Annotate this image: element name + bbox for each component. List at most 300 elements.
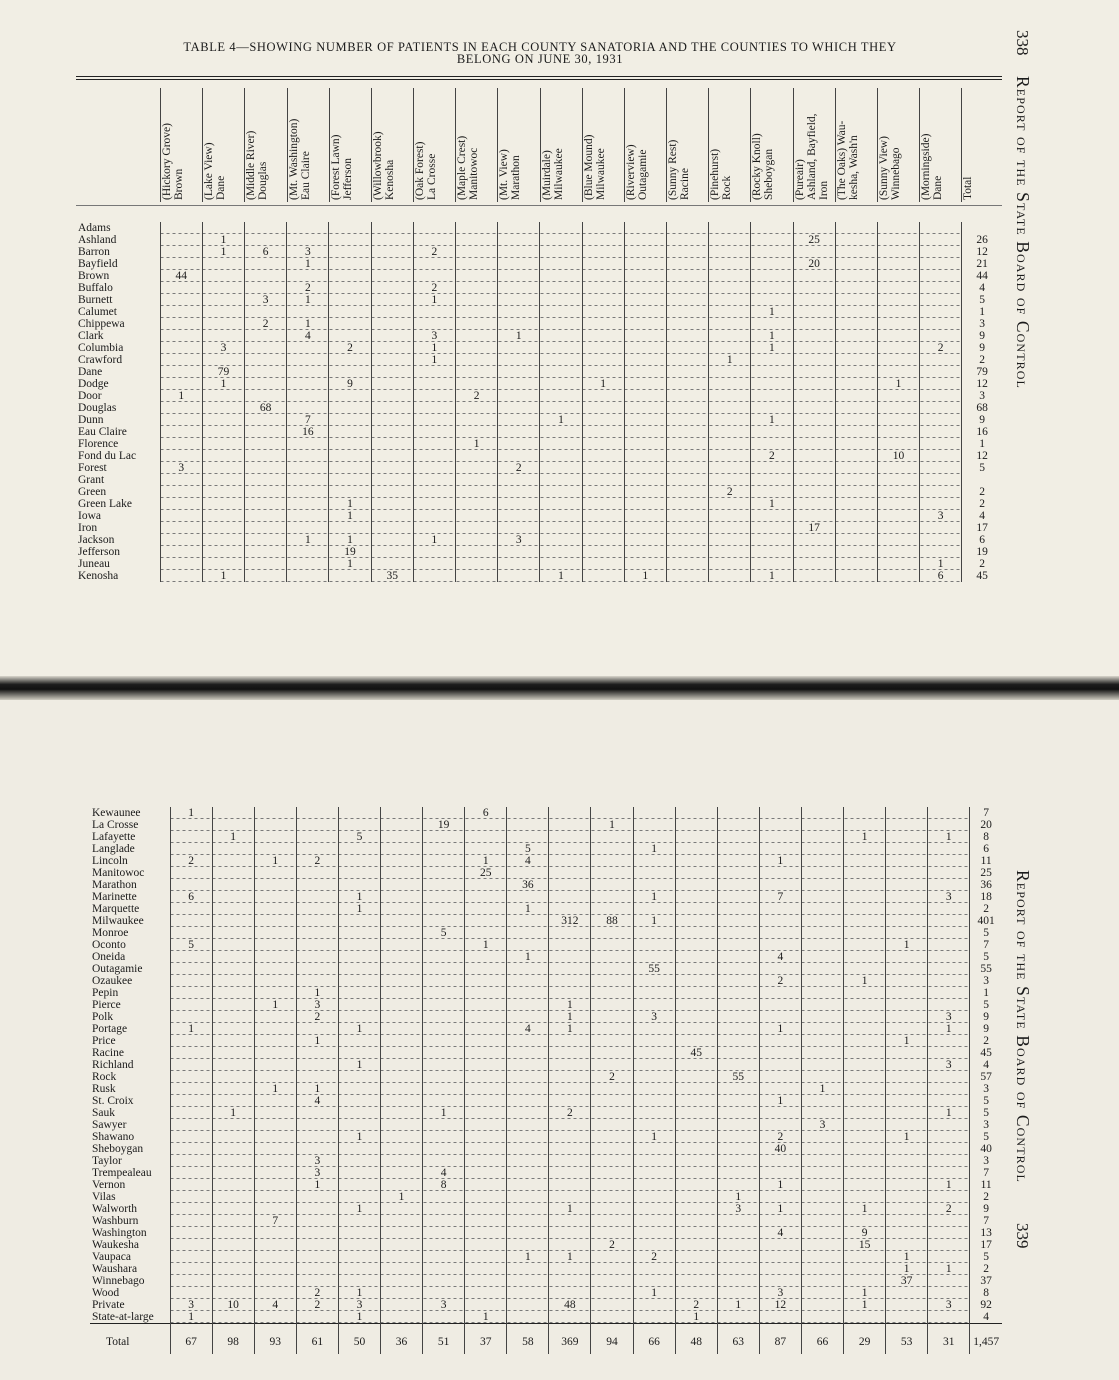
column-header-line: (Mt. View) bbox=[498, 149, 511, 200]
table-cell bbox=[624, 474, 666, 486]
county-name: Portage bbox=[92, 1023, 128, 1035]
county-name: Marathon bbox=[92, 879, 137, 891]
table-cell bbox=[456, 282, 498, 294]
table-cell bbox=[371, 546, 413, 558]
table-cell bbox=[920, 354, 962, 366]
table-cell bbox=[423, 1083, 465, 1095]
table-cell bbox=[170, 1131, 212, 1143]
table-row bbox=[76, 270, 1002, 282]
row-total: 68 bbox=[962, 402, 1002, 414]
table-cell: 16 bbox=[287, 426, 329, 438]
table-cell bbox=[549, 1047, 591, 1059]
table-cell bbox=[591, 963, 633, 975]
table-cell bbox=[793, 366, 835, 378]
table-row bbox=[90, 1227, 1002, 1239]
table-cell: 1 bbox=[633, 1287, 675, 1299]
table-cell bbox=[877, 306, 919, 318]
table-cell: 2 bbox=[296, 1011, 338, 1023]
table-cell bbox=[835, 234, 877, 246]
table-cell: 79 bbox=[202, 366, 244, 378]
table-cell bbox=[296, 1023, 338, 1035]
table-cell bbox=[675, 1011, 717, 1023]
table-row bbox=[76, 330, 1002, 342]
row-total: 8 bbox=[970, 831, 1002, 843]
table-cell bbox=[675, 1275, 717, 1287]
table-cell bbox=[549, 831, 591, 843]
table-cell bbox=[329, 474, 371, 486]
county-name: Ozaukee bbox=[92, 975, 133, 987]
table-cell bbox=[338, 951, 380, 963]
table-cell bbox=[498, 294, 540, 306]
table-cell bbox=[380, 843, 422, 855]
row-total: 7 bbox=[970, 1167, 1002, 1179]
table-cell bbox=[540, 462, 582, 474]
table-cell bbox=[793, 414, 835, 426]
table-cell bbox=[498, 354, 540, 366]
table-cell bbox=[170, 1047, 212, 1059]
table-cell bbox=[254, 867, 296, 879]
table-cell bbox=[160, 258, 202, 270]
table-cell bbox=[549, 987, 591, 999]
table-cell bbox=[456, 246, 498, 258]
table-cell bbox=[709, 282, 751, 294]
table-cell bbox=[413, 270, 455, 282]
table-cell bbox=[338, 1119, 380, 1131]
table-cell bbox=[549, 1035, 591, 1047]
table-cell bbox=[928, 987, 970, 999]
table-cell bbox=[793, 222, 835, 234]
table-cell bbox=[212, 963, 254, 975]
table-cell: 312 bbox=[549, 915, 591, 927]
table-cell bbox=[296, 819, 338, 831]
table-cell bbox=[886, 903, 928, 915]
table-cell bbox=[498, 390, 540, 402]
table-row bbox=[90, 999, 1002, 1011]
table-cell bbox=[160, 450, 202, 462]
table-cell bbox=[835, 450, 877, 462]
table-cell bbox=[549, 819, 591, 831]
table-cell bbox=[920, 546, 962, 558]
table-cell bbox=[160, 534, 202, 546]
table-cell bbox=[886, 1287, 928, 1299]
column-header-line: (Maple Crest) bbox=[456, 135, 469, 200]
table-cell bbox=[709, 234, 751, 246]
table-cell bbox=[886, 1095, 928, 1107]
table-cell bbox=[160, 378, 202, 390]
table-cell bbox=[170, 903, 212, 915]
table-cell bbox=[582, 366, 624, 378]
table-cell bbox=[835, 510, 877, 522]
column-header-11 bbox=[624, 88, 666, 202]
county-name: St. Croix bbox=[92, 1095, 134, 1107]
table-cell bbox=[245, 342, 287, 354]
table-cell bbox=[801, 999, 843, 1011]
table-cell bbox=[338, 1215, 380, 1227]
table-cell bbox=[245, 498, 287, 510]
table-cell bbox=[624, 498, 666, 510]
table-cell bbox=[759, 915, 801, 927]
table-cell bbox=[170, 1155, 212, 1167]
county-name: Iron bbox=[78, 522, 98, 534]
table-cell bbox=[465, 831, 507, 843]
row-total: 45 bbox=[970, 1047, 1002, 1059]
table-row bbox=[90, 1131, 1002, 1143]
table-cell bbox=[456, 354, 498, 366]
row-total: 5 bbox=[962, 294, 1002, 306]
table-cell bbox=[844, 1083, 886, 1095]
table-cell bbox=[751, 378, 793, 390]
table-cell bbox=[633, 1275, 675, 1287]
table-cell bbox=[413, 462, 455, 474]
table-cell bbox=[170, 1011, 212, 1023]
table-cell bbox=[666, 438, 708, 450]
table-cell bbox=[380, 867, 422, 879]
table-cell bbox=[759, 831, 801, 843]
table-cell bbox=[675, 1035, 717, 1047]
table-cell bbox=[296, 963, 338, 975]
table-cell bbox=[591, 1251, 633, 1263]
table-cell bbox=[380, 855, 422, 867]
table-cell bbox=[338, 939, 380, 951]
table-cell bbox=[666, 522, 708, 534]
table-cell: 2 bbox=[751, 450, 793, 462]
table-cell bbox=[507, 1143, 549, 1155]
table-cell bbox=[582, 522, 624, 534]
county-name: Langlade bbox=[92, 843, 135, 855]
table-cell bbox=[413, 546, 455, 558]
table-cell bbox=[380, 1131, 422, 1143]
table-cell bbox=[928, 819, 970, 831]
table-cell bbox=[759, 1239, 801, 1251]
table-cell bbox=[413, 234, 455, 246]
table-cell bbox=[380, 1263, 422, 1275]
table-cell bbox=[793, 282, 835, 294]
table-cell bbox=[456, 462, 498, 474]
table-cell bbox=[498, 426, 540, 438]
row-total: 40 bbox=[970, 1143, 1002, 1155]
table-cell bbox=[380, 1287, 422, 1299]
row-total: 9 bbox=[962, 414, 1002, 426]
table-cell bbox=[498, 570, 540, 582]
table-cell bbox=[928, 855, 970, 867]
county-name: Sawyer bbox=[92, 1119, 127, 1131]
table-cell bbox=[507, 1227, 549, 1239]
table-cell: 1 bbox=[507, 951, 549, 963]
table-cell bbox=[507, 963, 549, 975]
column-header-6 bbox=[414, 88, 456, 202]
column-header-line: (Middle River) bbox=[245, 130, 258, 200]
table-row bbox=[90, 963, 1002, 975]
table-row bbox=[90, 1143, 1002, 1155]
table-cell bbox=[844, 1215, 886, 1227]
table-cell bbox=[877, 270, 919, 282]
table-cell bbox=[245, 378, 287, 390]
table-cell bbox=[549, 1083, 591, 1095]
county-table-part-1 bbox=[76, 222, 1002, 582]
row-total: 3 bbox=[962, 318, 1002, 330]
table-cell bbox=[928, 843, 970, 855]
table-cell bbox=[170, 1215, 212, 1227]
row-total: 2 bbox=[962, 354, 1002, 366]
table-cell bbox=[886, 1155, 928, 1167]
table-cell bbox=[329, 570, 371, 582]
table-cell: 2 bbox=[920, 342, 962, 354]
table-cell bbox=[717, 819, 759, 831]
table-cell bbox=[507, 1275, 549, 1287]
table-cell bbox=[456, 426, 498, 438]
table-cell bbox=[877, 462, 919, 474]
county-name: Jackson bbox=[78, 534, 115, 546]
table-cell bbox=[170, 1095, 212, 1107]
table-cell: 1 bbox=[624, 570, 666, 582]
table-cell bbox=[717, 939, 759, 951]
table-cell bbox=[371, 318, 413, 330]
column-total: 48 bbox=[675, 1324, 717, 1354]
column-header-line: Sheboygan bbox=[763, 148, 776, 200]
table-cell bbox=[886, 843, 928, 855]
table-cell bbox=[202, 294, 244, 306]
table-cell bbox=[844, 1143, 886, 1155]
table-cell bbox=[886, 867, 928, 879]
table-cell bbox=[591, 1035, 633, 1047]
table-cell bbox=[170, 1275, 212, 1287]
column-total: 36 bbox=[380, 1324, 422, 1354]
table-cell bbox=[920, 498, 962, 510]
table-row bbox=[76, 438, 1002, 450]
table-cell bbox=[507, 1215, 549, 1227]
table-cell: 1 bbox=[380, 1191, 422, 1203]
table-cell bbox=[212, 891, 254, 903]
table-cell bbox=[666, 402, 708, 414]
table-cell bbox=[498, 342, 540, 354]
table-cell bbox=[582, 294, 624, 306]
table-cell: 4 bbox=[507, 1023, 549, 1035]
table-cell bbox=[591, 891, 633, 903]
table-cell: 2 bbox=[759, 975, 801, 987]
column-header-1 bbox=[203, 88, 245, 202]
table-cell bbox=[928, 963, 970, 975]
table-cell bbox=[212, 1203, 254, 1215]
table-cell bbox=[212, 1059, 254, 1071]
table-cell bbox=[835, 438, 877, 450]
table-cell bbox=[886, 927, 928, 939]
row-total: 45 bbox=[962, 570, 1002, 582]
column-header-line: (Morningside) bbox=[920, 133, 933, 200]
table-cell: 3 bbox=[928, 1059, 970, 1071]
table-cell bbox=[624, 546, 666, 558]
table-cell bbox=[666, 450, 708, 462]
table-cell: 20 bbox=[793, 258, 835, 270]
table-cell bbox=[380, 1107, 422, 1119]
table-cell bbox=[160, 510, 202, 522]
column-total: 37 bbox=[465, 1324, 507, 1354]
table-cell bbox=[254, 1143, 296, 1155]
table-cell: 1 bbox=[877, 378, 919, 390]
table-cell bbox=[465, 927, 507, 939]
table-cell bbox=[920, 258, 962, 270]
table-cell bbox=[338, 975, 380, 987]
table-cell bbox=[835, 546, 877, 558]
table-cell bbox=[751, 318, 793, 330]
table-cell: 7 bbox=[254, 1215, 296, 1227]
table-cell bbox=[844, 999, 886, 1011]
table-cell bbox=[371, 474, 413, 486]
table-cell bbox=[549, 939, 591, 951]
table-cell bbox=[160, 354, 202, 366]
table-row bbox=[76, 546, 1002, 558]
table-cell: 8 bbox=[423, 1179, 465, 1191]
table-cell: 1 bbox=[591, 819, 633, 831]
table-cell bbox=[507, 939, 549, 951]
table-cell bbox=[717, 1263, 759, 1275]
table-cell bbox=[844, 807, 886, 819]
table-cell bbox=[498, 474, 540, 486]
table-cell bbox=[456, 498, 498, 510]
table-cell bbox=[886, 831, 928, 843]
table-cell bbox=[465, 1107, 507, 1119]
table-cell bbox=[633, 1155, 675, 1167]
table-cell bbox=[717, 1227, 759, 1239]
table-cell bbox=[877, 222, 919, 234]
table-cell bbox=[549, 1287, 591, 1299]
table-row bbox=[90, 1263, 1002, 1275]
table-cell bbox=[793, 546, 835, 558]
table-cell bbox=[624, 510, 666, 522]
table-cell bbox=[245, 354, 287, 366]
table-cell bbox=[759, 1107, 801, 1119]
table-cell bbox=[465, 819, 507, 831]
table-cell: 17 bbox=[793, 522, 835, 534]
table-cell bbox=[928, 1131, 970, 1143]
table-cell bbox=[928, 1167, 970, 1179]
table-cell: 2 bbox=[549, 1107, 591, 1119]
table-cell bbox=[371, 330, 413, 342]
table-cell bbox=[287, 546, 329, 558]
table-cell bbox=[717, 867, 759, 879]
table-cell bbox=[582, 474, 624, 486]
table-cell bbox=[371, 498, 413, 510]
table-cell bbox=[540, 450, 582, 462]
table-cell bbox=[296, 975, 338, 987]
table-cell bbox=[380, 999, 422, 1011]
table-cell bbox=[507, 1191, 549, 1203]
table-cell bbox=[465, 1095, 507, 1107]
table-cell bbox=[877, 282, 919, 294]
table-cell bbox=[844, 1071, 886, 1083]
table-cell bbox=[465, 975, 507, 987]
table-cell bbox=[423, 939, 465, 951]
table-cell bbox=[793, 306, 835, 318]
table-cell: 1 bbox=[338, 1131, 380, 1143]
row-total: 12 bbox=[962, 450, 1002, 462]
table-cell: 10 bbox=[212, 1299, 254, 1311]
table-cell bbox=[886, 807, 928, 819]
table-cell bbox=[717, 963, 759, 975]
table-cell bbox=[287, 510, 329, 522]
table-cell bbox=[549, 1071, 591, 1083]
table-cell bbox=[287, 222, 329, 234]
table-cell bbox=[498, 246, 540, 258]
table-cell bbox=[928, 975, 970, 987]
table-cell bbox=[591, 1011, 633, 1023]
table-cell bbox=[212, 1083, 254, 1095]
table-row bbox=[76, 450, 1002, 462]
table-cell bbox=[413, 318, 455, 330]
row-total: 9 bbox=[970, 1203, 1002, 1215]
table-cell bbox=[886, 1083, 928, 1095]
table-cell bbox=[675, 975, 717, 987]
table-cell bbox=[423, 963, 465, 975]
table-cell bbox=[212, 1143, 254, 1155]
table-cell bbox=[170, 819, 212, 831]
table-cell bbox=[245, 330, 287, 342]
table-cell bbox=[456, 414, 498, 426]
table-cell: 1 bbox=[928, 1263, 970, 1275]
table-cell bbox=[624, 402, 666, 414]
table-cell: 9 bbox=[844, 1227, 886, 1239]
table-cell bbox=[675, 1107, 717, 1119]
table-cell bbox=[329, 426, 371, 438]
table-cell bbox=[751, 270, 793, 282]
row-total: 26 bbox=[962, 234, 1002, 246]
table-cell bbox=[633, 1299, 675, 1311]
table-cell bbox=[835, 498, 877, 510]
table-cell bbox=[801, 1179, 843, 1191]
table-cell bbox=[759, 867, 801, 879]
table-cell bbox=[254, 843, 296, 855]
page-number-right: 339 bbox=[1013, 1222, 1032, 1249]
table-cell bbox=[287, 342, 329, 354]
table-cell: 4 bbox=[759, 951, 801, 963]
table-cell bbox=[928, 1311, 970, 1324]
row-total: 3 bbox=[970, 1083, 1002, 1095]
table-cell bbox=[202, 414, 244, 426]
table-cell bbox=[624, 390, 666, 402]
table-cell bbox=[212, 1011, 254, 1023]
row-total: 20 bbox=[970, 819, 1002, 831]
table-cell bbox=[666, 378, 708, 390]
table-cell bbox=[717, 891, 759, 903]
table-cell bbox=[507, 999, 549, 1011]
table-cell bbox=[540, 294, 582, 306]
table-cell bbox=[920, 306, 962, 318]
table-cell bbox=[296, 891, 338, 903]
table-cell bbox=[465, 1287, 507, 1299]
table-cell bbox=[801, 807, 843, 819]
table-cell bbox=[212, 855, 254, 867]
table-cell bbox=[877, 558, 919, 570]
table-cell bbox=[507, 1035, 549, 1047]
county-name: Barron bbox=[78, 246, 110, 258]
table-cell bbox=[624, 486, 666, 498]
county-name: Dunn bbox=[78, 414, 104, 426]
table-cell bbox=[675, 1215, 717, 1227]
table-cell bbox=[886, 1299, 928, 1311]
county-name: Walworth bbox=[92, 1203, 138, 1215]
table-cell bbox=[633, 807, 675, 819]
table-cell bbox=[835, 522, 877, 534]
table-cell bbox=[928, 939, 970, 951]
column-header-line: Iron bbox=[817, 180, 830, 200]
table-row bbox=[90, 843, 1002, 855]
table-cell: 6 bbox=[245, 246, 287, 258]
table-cell bbox=[886, 999, 928, 1011]
table-cell bbox=[413, 366, 455, 378]
table-cell bbox=[709, 534, 751, 546]
table-cell bbox=[413, 486, 455, 498]
table-cell bbox=[549, 1239, 591, 1251]
table-cell bbox=[498, 234, 540, 246]
